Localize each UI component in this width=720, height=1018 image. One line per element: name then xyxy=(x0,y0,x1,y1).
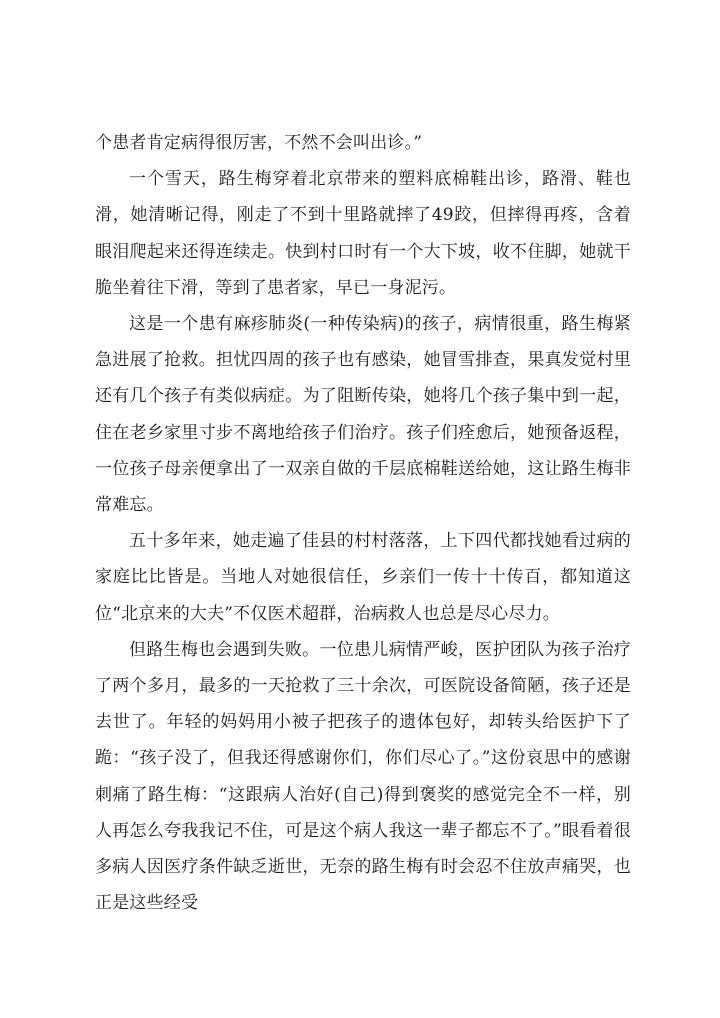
paragraph-continued: 个患者肯定病得很厉害，不然不会叫出诊。” xyxy=(95,133,423,153)
paragraph-snow-day: 一个雪天，路生梅穿着北京带来的塑料底棉鞋出诊，路滑、鞋也滑，她清晰记得，刚走了不到十里路就摔了49跤，但摔得再疼，含着眼泪爬起来还得连续走。快到村口时有一个大下坡，收不住脚，她就干脆坐着往下滑，等到了患者家，早已一身泥污。 xyxy=(95,169,631,298)
paragraph-failure: 但路生梅也会遇到失败。一位患儿病情严峻，医护团队为孩子治疗了两个多月，最多的一天抢救了三十余次，可医院设备简陋，孩子还是去世了。年轻的妈妈用小被子把孩子的遗体包好，却转头给医护下了跪：“孩子没了，但我还得感谢你们，你们尽心了。”这份哀思中的感谢刺痛了路生梅：“这跟病人治好(自己)得到褒奖的感觉完全不一样，别人再怎么夸我我记不住，可是这个病人我这一辈子都忘不了。”眼看着很多病人因医疗条件缺乏逝世，无奈的路生梅有时会忍不住放声痛哭，也正是这些经受 xyxy=(95,639,631,914)
body-text xyxy=(95,125,631,921)
paragraph-fifty-years: 五十多年来，她走遍了佳县的村村落落，上下四代都找她看过病的家庭比比皆是。当地人对她很信任，乡亲们一传十十传百，都知道这位“北京来的大夫”不仅医术超群，治病救人也总是尽心尽力。 xyxy=(95,531,631,624)
paragraph-measles-pneumonia: 这是一个患有麻疹肺炎(一种传染病)的孩子，病情很重，路生梅紧急进展了抢救。担忧四周的孩子也有感染，她冒雪排查，果真发觉村里还有几个孩子有类似病症。为了阻断传染，她将几个孩子集中到一起，住在老乡家里寸步不离地给孩子们治疗。孩子们痊愈后，她预备返程，一位孩子母亲便拿出了一双亲自做的千层底棉鞋送给她，这让路生梅非常难忘。 xyxy=(95,314,631,516)
